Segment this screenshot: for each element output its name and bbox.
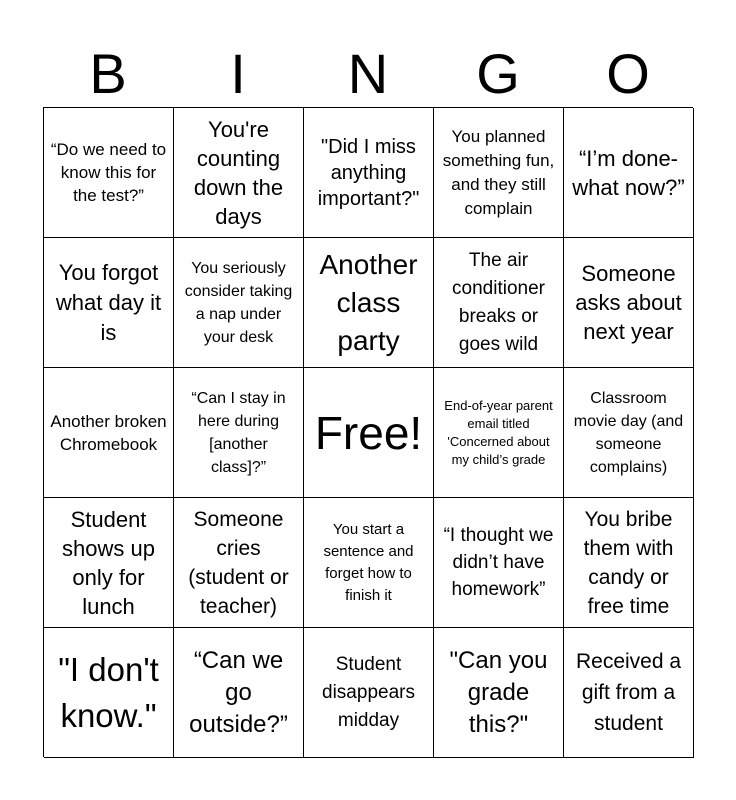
bingo-cell[interactable]	[434, 108, 564, 238]
bingo-cell[interactable]	[44, 238, 174, 368]
header-letter-o: O	[606, 42, 650, 105]
bingo-cell[interactable]	[304, 498, 434, 628]
bingo-cell[interactable]	[564, 628, 694, 758]
bingo-cell[interactable]	[174, 238, 304, 368]
bingo-header	[43, 42, 693, 106]
bingo-cell-text: "Did I miss anything important?"	[317, 135, 420, 210]
header-letter-n: N	[347, 42, 389, 105]
header-letter-b: B	[89, 42, 127, 105]
bingo-cell-text: Student shows up only for lunch	[62, 506, 155, 619]
bingo-cell-text: “Can we go outside?”	[189, 646, 288, 738]
bingo-cell-text: Someone cries (student or teacher)	[188, 507, 289, 618]
bingo-cell-text: You planned something fun, and they still complain	[442, 126, 555, 218]
bingo-cell[interactable]	[44, 498, 174, 628]
bingo-cell-text: Received a gift from a student	[575, 650, 682, 735]
bingo-cell-text: “Do we need to know this for the test?”	[50, 140, 167, 205]
bingo-cell[interactable]	[434, 238, 564, 368]
bingo-cell[interactable]	[434, 498, 564, 628]
bingo-cell[interactable]	[434, 628, 564, 758]
bingo-cell[interactable]	[564, 498, 694, 628]
bingo-cell[interactable]	[304, 108, 434, 238]
bingo-cell[interactable]	[44, 368, 174, 498]
bingo-cell-text: “I’m done-what now?”	[572, 145, 685, 200]
bingo-cell[interactable]	[564, 368, 694, 498]
bingo-cell-text: Another class party	[319, 248, 418, 356]
bingo-cell-text: “Can I stay in here during [another class]?”	[191, 389, 286, 476]
bingo-cell-text: You start a sentence and forget how to finish it	[323, 520, 414, 604]
bingo-cell-text: End-of-year parent email titled 'Concerned about my child’s grade	[444, 397, 553, 467]
bingo-cell-text: Classroom movie day (and someone complains)	[573, 389, 684, 476]
bingo-cell-text: "Can you grade this?"	[449, 646, 548, 738]
bingo-cell[interactable]	[434, 368, 564, 498]
bingo-cell-text: "I don't know."	[58, 650, 159, 734]
header-letter-g: G	[476, 42, 520, 105]
bingo-cell[interactable]	[564, 108, 694, 238]
bingo-cell[interactable]	[174, 108, 304, 238]
bingo-cell[interactable]	[174, 368, 304, 498]
bingo-cell[interactable]	[564, 238, 694, 368]
bingo-cell-text: “I thought we didn’t have homework”	[443, 525, 554, 600]
bingo-cell-text: You're counting down the days	[193, 116, 284, 229]
header-letter-i: I	[230, 42, 246, 105]
bingo-cell-text: Someone asks about next year	[575, 261, 682, 344]
bingo-cell[interactable]	[174, 628, 304, 758]
bingo-cell-text: Free!	[314, 406, 423, 459]
bingo-cell[interactable]	[44, 628, 174, 758]
bingo-cell[interactable]	[174, 498, 304, 628]
bingo-cell-text: The air conditioner breaks or goes wild	[452, 249, 545, 355]
bingo-card-grid	[43, 107, 693, 757]
bingo-cell[interactable]	[304, 238, 434, 368]
bingo-cell[interactable]	[304, 628, 434, 758]
free-space-cell[interactable]	[304, 368, 434, 498]
bingo-cell-text: Another broken Chromebook	[50, 411, 167, 454]
bingo-cell-text: You seriously consider taking a nap under your desk	[184, 259, 293, 346]
bingo-cell-text: You forgot what day it is	[55, 259, 162, 345]
bingo-cell-text: You bribe them with candy or free time	[583, 507, 674, 618]
bingo-cell-text: Student disappears midday	[322, 653, 415, 731]
bingo-cell[interactable]	[44, 108, 174, 238]
